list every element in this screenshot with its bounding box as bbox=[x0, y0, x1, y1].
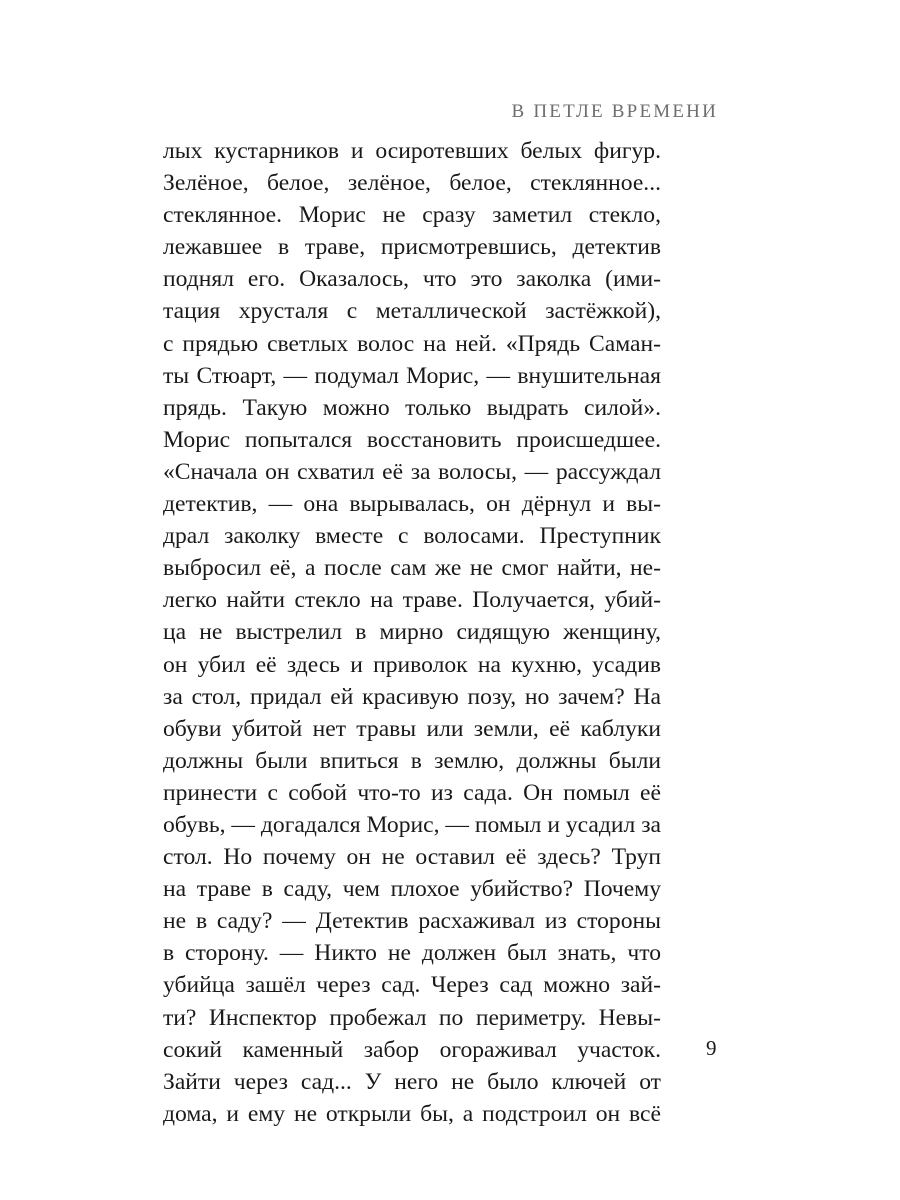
running-header: В ПЕТЛЕ ВРЕМЕНИ bbox=[511, 101, 718, 122]
text-line: поднял его. Оказалось, что это заколка (ими- bbox=[163, 266, 661, 293]
text-line: ти? Инспектор пробежал по периметру. Невы- bbox=[163, 1004, 661, 1031]
text-line: ца не выстрелил в мирно сидящую женщину, bbox=[163, 619, 661, 646]
text-line: он убил её здесь и приволок на кухню, усадив bbox=[163, 651, 661, 678]
text-line: Зелёное, белое, зелёное, белое, стеклянное... bbox=[163, 170, 661, 197]
text-line: с прядью светлых волос на ней. «Прядь Саман- bbox=[163, 330, 661, 357]
text-line: в сторону. — Никто не должен был знать, что bbox=[163, 940, 661, 967]
text-line: должны были впиться в землю, должны были bbox=[163, 747, 661, 774]
text-line: обувь, — догадался Морис, — помыл и усадил за bbox=[163, 811, 661, 838]
text-line: стеклянное. Морис не сразу заметил стекло, bbox=[163, 202, 661, 229]
text-line: детектив, — она вырывалась, он дёрнул и вы- bbox=[163, 491, 661, 518]
text-line: принести с собой что-то из сада. Он помыл её bbox=[163, 779, 661, 806]
text-line: за стол, придал ей красивую позу, но зачем? На bbox=[163, 683, 661, 710]
text-line: тация хрусталя с металлической застёжкой), bbox=[163, 298, 661, 325]
text-line: ты Стюарт, — подумал Морис, — внушительная bbox=[163, 362, 661, 389]
text-line: на траве в саду, чем плохое убийство? Почему bbox=[163, 876, 661, 903]
text-line: не в саду? — Детектив расхаживал из стороны bbox=[163, 908, 661, 935]
text-line: лежавшее в траве, присмотревшись, детектив bbox=[163, 234, 661, 261]
text-line: лых кустарников и осиротевших белых фигур. bbox=[163, 138, 661, 164]
text-line: выбросил её, а после сам же не смог найти, не- bbox=[163, 555, 661, 582]
text-line: убийца зашёл через сад. Через сад можно зай- bbox=[163, 972, 661, 999]
text-line: «Сначала он схватил её за волосы, — рассуждал bbox=[163, 458, 661, 485]
text-line: легко найти стекло на траве. Получается, убий- bbox=[163, 587, 661, 614]
text-line: драл заколку вместе с волосами. Преступник bbox=[163, 523, 661, 550]
text-line: обуви убитой нет травы или земли, её каблуки bbox=[163, 715, 661, 742]
text-line: дома, и ему не открыли бы, а подстроил он всё bbox=[163, 1100, 661, 1127]
text-line: Зайти через сад... У него не было ключей от bbox=[163, 1068, 661, 1095]
text-line: стол. Но почему он не оставил её здесь? Труп bbox=[163, 844, 661, 871]
body-text bbox=[163, 135, 661, 1130]
text-line: Морис попытался восстановить происшедшее. bbox=[163, 426, 661, 453]
page-number: 9 bbox=[706, 1036, 717, 1060]
text-line: прядь. Такую можно только выдрать силой». bbox=[163, 394, 661, 421]
text-line: сокий каменный забор огораживал участок. bbox=[163, 1036, 661, 1063]
